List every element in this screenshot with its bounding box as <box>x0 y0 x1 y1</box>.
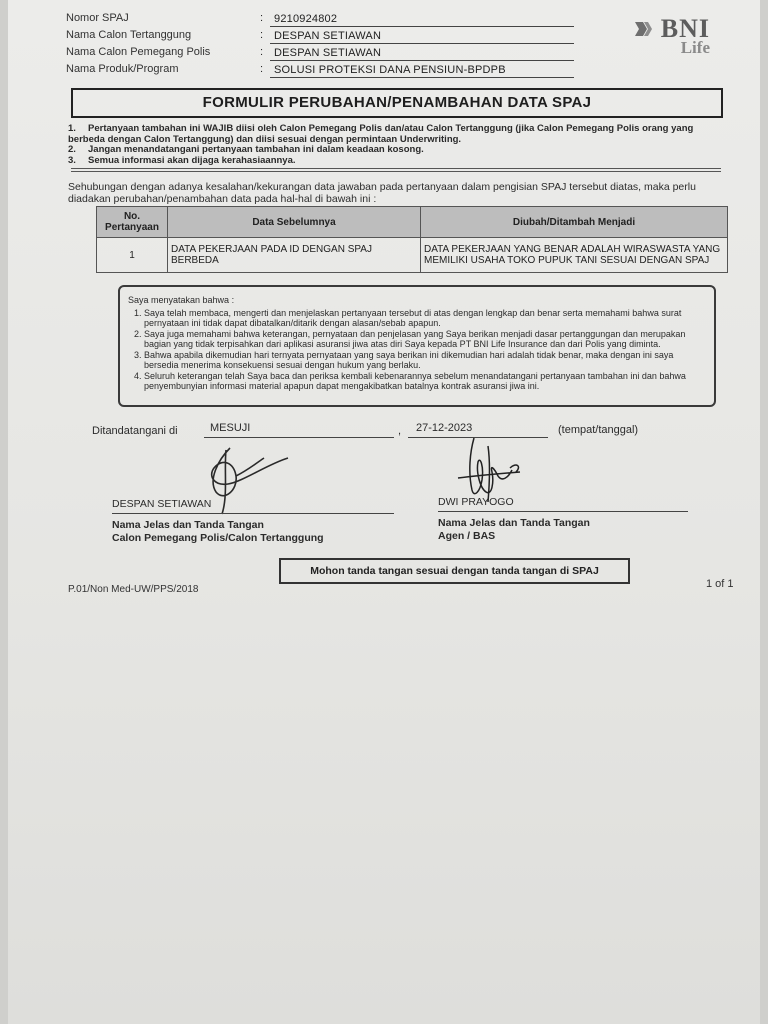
place-date-hint: (tempat/tanggal) <box>558 424 639 436</box>
note-item: 1. Pertanyaan tambahan ini WAJIB diisi oleh Calon Pemegang Polis dan/atau Calon Tertanggung (jika Calon Pemegang Polis orang yang berbeda dengan Calon Tertanggung) dan diisi sesuai dengan permintaan Underwriting. <box>68 123 694 145</box>
colon: : <box>260 12 264 24</box>
cell-data-sebelumnya: DATA PEKERJAAN PADA ID DENGAN SPAJ BERBEDA <box>168 238 421 273</box>
note-item: 3. Semua informasi akan dijaga kerahasiaannya. <box>68 155 296 166</box>
signature-notice: Mohon tanda tangan sesuai dengan tanda tangan di SPAJ <box>279 558 630 584</box>
table-header-row <box>97 207 728 238</box>
logo-life-text: Life <box>680 38 710 57</box>
declaration-list <box>128 308 708 391</box>
cell-no: 1 <box>97 238 168 273</box>
declaration-item: 2. Saya juga memahami bahwa keterangan, pernyataan dan penjelasan yang Saya berikan menjadi dasar pertanggungan dan merupakan bagian yang tidak terpisahkan dari aplikasi asuransi jiwa atas diri Saya kepada PT BNI Life Insurance dan dari Polis yang diminta. <box>144 329 708 349</box>
col-header-diubah: Diubah/Ditambah Menjadi <box>421 207 728 238</box>
table-row <box>97 238 728 273</box>
signed-at-label: Ditandatangani di <box>92 425 178 437</box>
name-calon-pemegang-polis: DESPAN SETIAWAN <box>112 498 212 510</box>
label-calon-pemegang-polis: Nama Calon Pemegang Polis <box>66 46 211 58</box>
value-calon-tertanggung: DESPAN SETIAWAN <box>270 29 574 44</box>
divider <box>71 168 721 169</box>
declaration-item: 4. Seluruh keterangan telah Saya baca dan periksa kembali kebenarannya sebelum menandatangani pertanyaan tambahan ini dan bahwa penyembunyian informasi material apapun dapat mengakibatkan batalnya kontrak asuransi jiwa ini. <box>144 371 708 391</box>
cell-diubah: DATA PEKERJAAN YANG BENAR ADALAH WIRASWASTA YANG MEMILIKI USAHA TOKO PUPUK TANI SESUAI DENGAN SPAJ <box>421 238 728 273</box>
bni-life-logo <box>634 14 710 58</box>
value-calon-pemegang-polis: DESPAN SETIAWAN <box>270 46 574 61</box>
divider <box>71 171 721 172</box>
page-number: 1 of 1 <box>706 578 734 590</box>
sign-date: 27-12-2023 <box>408 422 548 438</box>
name-agen: DWI PRAYOGO <box>438 496 514 508</box>
comma: , <box>398 425 402 437</box>
caption-left-1: Nama Jelas dan Tanda Tangan <box>112 519 264 531</box>
declaration-item: 1. Saya telah membaca, mengerti dan menjelaskan pertanyaan tersebut di atas dengan lengkap dan benar serta memahami bahwa surat pernyataan ini tidak dapat dibatalkan/ditarik dengan alasan/sebab apapun. <box>144 308 708 328</box>
declaration-box <box>118 285 716 407</box>
col-header-no: No. Pertanyaan <box>97 207 168 238</box>
document-page <box>8 0 760 1024</box>
declaration-item: 3. Bahwa apabila dikemudian hari ternyata pernyataan yang saya berikan ini dikemudian hari adalah tidak benar, maka dengan ini saya bersedia menerima konsekuensi sesuai dengan hukum yang berlaku. <box>144 350 708 370</box>
form-title: FORMULIR PERUBAHAN/PENAMBAHAN DATA SPAJ <box>71 88 723 118</box>
logo-bni-text: BNI <box>660 14 710 43</box>
value-nama-produk: SOLUSI PROTEKSI DANA PENSIUN-BPDPB <box>270 63 574 78</box>
signature-line <box>112 513 394 514</box>
signature-line <box>438 511 688 512</box>
colon: : <box>260 29 264 41</box>
sign-place: MESUJI <box>204 422 394 438</box>
colon: : <box>260 63 264 75</box>
form-code: P.01/Non Med-UW/PPS/2018 <box>68 584 199 595</box>
label-nomor-spaj: Nomor SPAJ <box>66 12 129 24</box>
change-table <box>96 206 728 273</box>
intro-text: Sehubungan dengan adanya kesalahan/kekurangan data jawaban pada pertanyaan dalam pengisian SPAJ tersebut diatas, maka perlu diadakan perubahan/penambahan data pada hal-hal di bawah ini : <box>68 181 696 205</box>
caption-right-2: Agen / BAS <box>438 530 496 542</box>
value-nomor-spaj: 9210924802 <box>270 12 574 27</box>
label-calon-tertanggung: Nama Calon Tertanggung <box>66 29 192 41</box>
declaration-intro: Saya menyatakan bahwa : <box>128 295 235 305</box>
col-header-data-sebelumnya: Data Sebelumnya <box>168 207 421 238</box>
bni-logo-icon <box>634 20 656 38</box>
label-nama-produk: Nama Produk/Program <box>66 63 179 75</box>
colon: : <box>260 46 264 58</box>
caption-right-1: Nama Jelas dan Tanda Tangan <box>438 517 590 529</box>
note-item: 2. Jangan menandatangani pertanyaan tambahan ini dalam keadaan kosong. <box>68 144 424 155</box>
caption-left-2: Calon Pemegang Polis/Calon Tertanggung <box>112 532 324 544</box>
